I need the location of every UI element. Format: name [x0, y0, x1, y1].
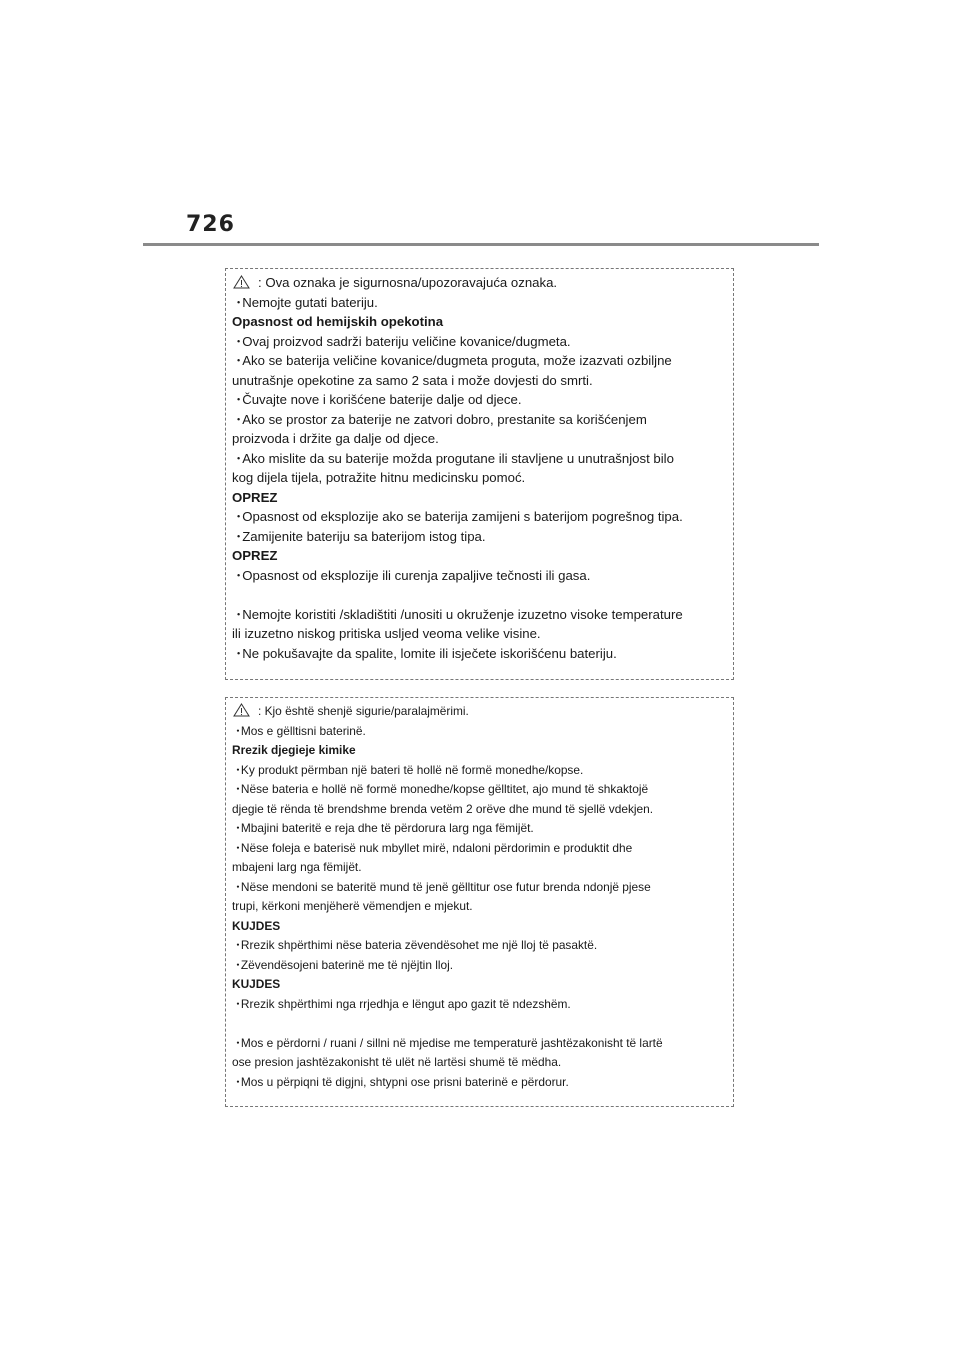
text-line: ・ Ky produkt përmban një bateri të hollë në formë monedhe/kopse. — [232, 761, 733, 781]
text-line: trupi, kërkoni menjëherë vëmendjen e mjekut. — [232, 899, 473, 913]
text-line: ・ Čuvajte nove i korišćene baterije dalje od djece. — [232, 390, 733, 410]
text-line: ・ Zëvendësojeni baterinë me të njëjtin lloj. — [232, 956, 733, 976]
text-line: ・ Nëse mendoni se bateritë mund të jenë gëlltitur ose futur brenda ndonjë pjese — [232, 878, 733, 898]
text-line: ・ Rrezik shpërthimi nga rrjedhja e lëngut apo gazit të ndezshëm. — [232, 995, 733, 1015]
text-line: ・ Ovaj proizvod sadrži bateriju veličine kovanice/dugmeta. — [232, 332, 733, 352]
text-line: ・ Nëse foleja e baterisë nuk mbyllet mirë, ndaloni përdorimin e produktit dhe — [232, 839, 733, 859]
text-line — [232, 585, 733, 605]
text-line: ・ Ako se baterija veličine kovanice/dugmeta proguta, može izazvati ozbiljne — [232, 351, 733, 371]
text-line: ・ Mos e përdorni / ruani / sillni në mjedise me temperaturë jashtëzakonisht të lartë — [232, 1034, 733, 1054]
section-heading: KUJDES — [232, 977, 281, 991]
text-line: ・ Opasnost od eksplozije ako se baterija zamijeni s baterijom pogrešnog tipa. — [232, 507, 733, 527]
text-line: ・ Ako mislite da su baterije možda progutane ili stavljene u unutrašnjost bilo — [232, 449, 733, 469]
section-heading: Rrezik djegieje kimike — [232, 743, 356, 757]
text-line: kog dijela tijela, potražite hitnu medicinsku pomoć. — [232, 470, 526, 485]
text-line: ・ Ne pokušavajte da spalite, lomite ili isječete iskorišćenu bateriju. — [232, 644, 733, 664]
text-line: ・ Mbajini bateritë e reja dhe të përdorura larg nga fëmijët. — [232, 819, 733, 839]
warning-lead — [232, 702, 733, 722]
text-line: ・ Mos e gëlltisni baterinë. — [232, 722, 733, 742]
header-rule — [143, 243, 819, 246]
text-line: ・ Zamijenite bateriju sa baterijom istog tipa. — [232, 527, 733, 547]
section-heading: KUJDES — [232, 918, 281, 933]
text-line: ・ Rrezik shpërthimi nëse bateria zëvendësohet me një lloj të pasaktë. — [232, 936, 733, 956]
warning-lead-text: : Kjo është shenjë sigurie/paralajmërimi. — [258, 704, 469, 718]
text-line: ・ Nëse bateria e hollë në formë monedhe/kopse gëlltitet, ajo mund të shkaktojë — [232, 780, 733, 800]
page-number: 726 — [186, 212, 235, 237]
text-line: ・ Nemojte gutati bateriju. — [232, 293, 733, 313]
text-line: ・ Mos u përpiqni të digjni, shtypni ose prisni baterinë e përdorur. — [232, 1073, 733, 1093]
text-line: ili izuzetno niskog pritiska usljed veoma velike visine. — [232, 626, 541, 641]
warning-triangle-icon — [233, 275, 250, 289]
warning-box-bosnian — [225, 268, 734, 680]
section-heading: OPREZ — [232, 489, 278, 505]
warning-lead-text: : Ova oznaka je sigurnosna/upozoravajuća oznaka. — [258, 275, 558, 290]
warning-triangle-icon — [233, 703, 250, 717]
warning-lead — [232, 273, 733, 293]
text-line: ・ Opasnost od eksplozije ili curenja zapaljive tečnosti ili gasa. — [232, 566, 733, 586]
text-line: mbajeni larg nga fëmijët. — [232, 860, 362, 874]
section-heading: Opasnost od hemijskih opekotina — [232, 314, 444, 329]
text-line: ・ Ako se prostor za baterije ne zatvori dobro, prestanite sa korišćenjem — [232, 410, 733, 430]
text-line: djegie të rënda të brendshme brenda vetëm 2 orëve dhe mund të sjellë vdekjen. — [232, 801, 654, 816]
text-line: ose presion jashtëzakonisht të ulët në lartësi shumë të mëdha. — [232, 1055, 562, 1069]
section-heading: OPREZ — [232, 548, 278, 563]
warning-lines — [232, 293, 733, 664]
text-line: unutrašnje opekotine za samo 2 sata i može dovjesti do smrti. — [232, 372, 593, 388]
text-line — [232, 1014, 733, 1034]
text-line: ・ Nemojte koristiti /skladištiti /unositi u okruženje izuzetno visoke temperature — [232, 605, 733, 625]
text-line: proizvoda i držite ga dalje od djece. — [232, 431, 439, 446]
warning-lines — [232, 722, 733, 1093]
warning-box-albanian — [225, 697, 734, 1107]
